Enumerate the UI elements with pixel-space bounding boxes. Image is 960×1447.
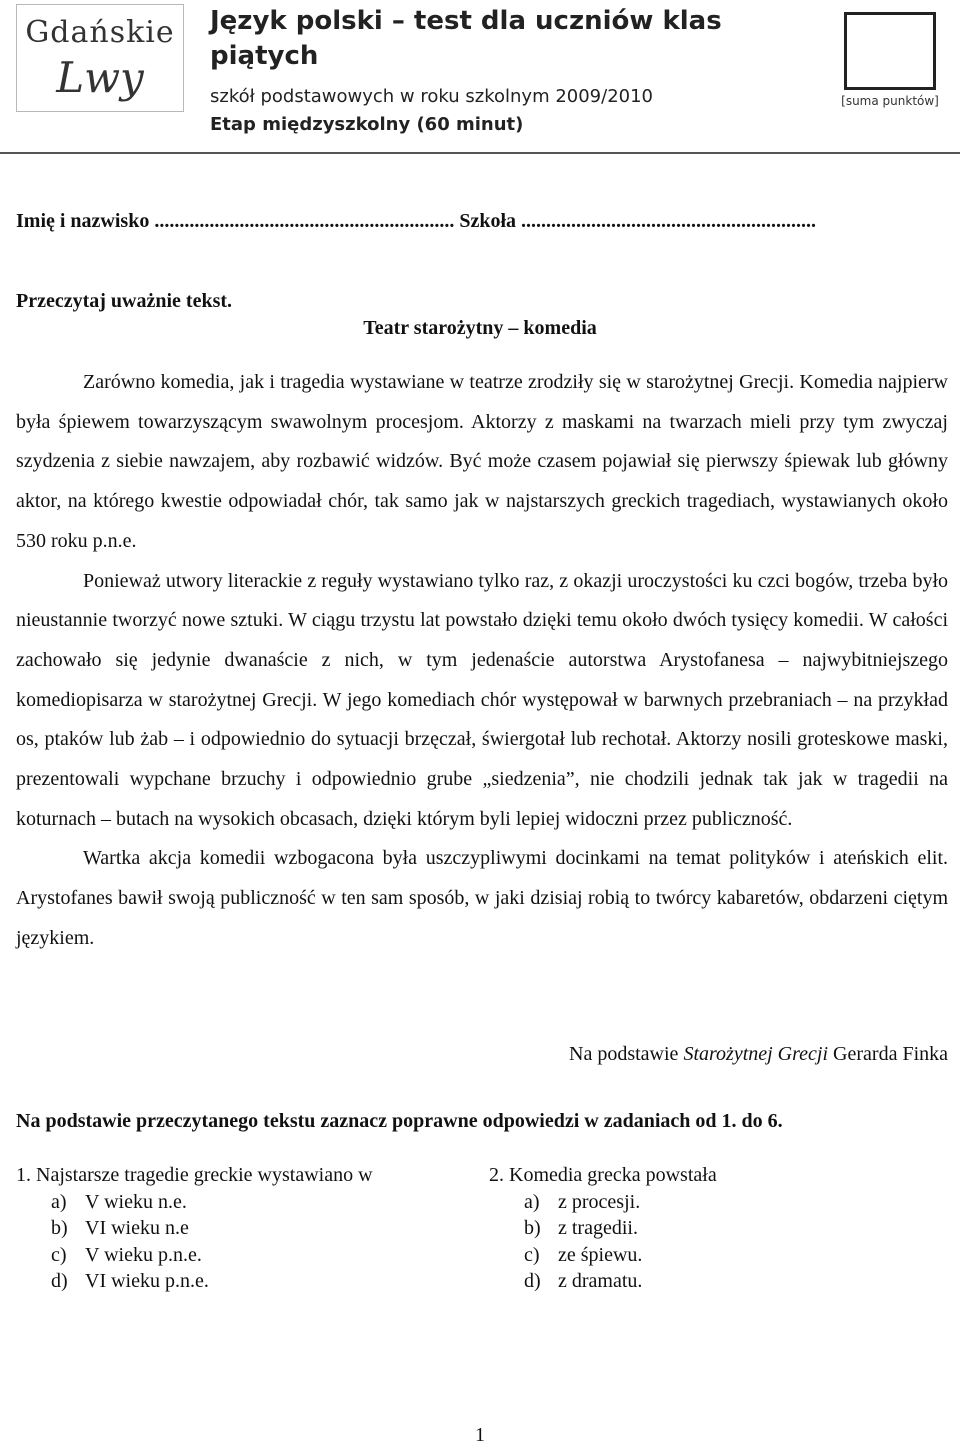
option-letter: b) [51,1217,68,1239]
answer-option[interactable] [16,1268,373,1295]
answer-option[interactable] [489,1268,717,1295]
text-body [16,363,948,959]
question-text: 2. Komedia grecka powstała [489,1164,717,1186]
option-text: z tragedii. [558,1217,638,1239]
test-subtitle: szkół podstawowych w roku szkolnym 2009/2010 [210,86,654,107]
answer-option[interactable] [489,1189,717,1216]
option-text: V wieku n.e. [85,1190,187,1213]
source-citation [569,1043,948,1066]
test-stage: Etap międzyszkolny (60 minut) [210,114,524,135]
paragraph-3: Wartka akcja komedii wzbogacona była uszczypliwymi docinkami na temat polityków i ateńskich elit. Arystofanes bawił swoją publiczność w ten sam sposób, w jaki dzisiaj robią to twórcy kabaretów, obdarzeni ciętym językiem. [16,847,948,949]
answer-option[interactable] [489,1215,717,1242]
question-text: 1. Najstarsze tragedie greckie wystawiano w [16,1164,373,1186]
question-1 [16,1162,373,1295]
option-letter: a) [524,1190,540,1213]
option-text: VI wieku n.e [85,1217,189,1239]
option-text: V wieku p.n.e. [85,1243,202,1266]
logo [16,4,184,112]
source-prefix: Na podstawie [569,1043,684,1065]
header-divider [0,152,960,154]
answer-option[interactable] [489,1242,717,1269]
option-text: z dramatu. [558,1270,643,1292]
answer-option[interactable] [16,1189,373,1216]
answer-option[interactable] [16,1242,373,1269]
score-label: [suma punktów] [841,94,939,108]
option-letter: a) [51,1190,67,1213]
source-book-title: Starożytnej Grecji [683,1043,829,1065]
source-author: Gerarda Finka [828,1043,948,1065]
option-text: VI wieku p.n.e. [85,1270,209,1292]
logo-text-top: Gdańskie [25,15,175,50]
option-letter: c) [524,1243,540,1266]
read-instruction: Przeczytaj uważnie tekst. [16,290,233,312]
option-letter: b) [524,1217,541,1239]
test-title: Język polski – test dla uczniów klas piątych [210,6,722,71]
page-number: 1 [475,1424,485,1446]
answer-option[interactable] [16,1215,373,1242]
option-letter: d) [51,1270,68,1292]
score-box[interactable] [844,12,936,90]
text-title: Teatr starożytny – komedia [363,317,597,339]
option-text: ze śpiewu. [558,1243,643,1266]
paragraph-2: Ponieważ utwory literackie z reguły wystawiano tylko raz, z okazji uroczystości ku czci bogów, trzeba było nieustannie tworzyć nowe sztuki. W ciągu trzystu lat powstało dzięki temu około dwóch tysięcy komedii. W całości zachowało się jedynie dwanaście z nich, w tym jedenaście autorstwa Arystofanesa – najwybitniejszego komediopisarza w starożytnej Grecji. W jego komediach chór występował w barwnych przebraniach – na przykład os, ptaków lub żab – i odpowiednio do sytuacji brzęczał, świergotał lub rechotał. Aktorzy nosili groteskowe maski, prezentowali wypchane brzuchy i odpowiednio grube „siedzenia”, nie chodzili jednak tak jak w tragedii na koturnach – butach na wysokich obcasach, dzięki którym byli lepiej widoczni przez publiczność. [16,569,948,830]
option-letter: d) [524,1270,541,1292]
tasks-instruction: Na podstawie przeczytanego tekstu zaznacz poprawne odpowiedzi w zadaniach od 1. do 6. [16,1110,783,1132]
logo-text-bottom: Lwy [56,53,144,102]
paragraph-1: Zarówno komedia, jak i tragedia wystawiane w teatrze zrodziły się w starożytnej Grecji. Komedia najpierw była śpiewem towarzyszącym swawolnym procesjom. Aktorzy z maskami na twarzach mieli przy tym zwyczaj szydzenia z siebie nawzajem, aby rozbawić widzów. Być może czasem pojawiał się pierwszy śpiewak lub główny aktor, na którego kwestie odpowiadał chór, tak samo jak w najstarszych greckich tragediach, wystawianych około 530 roku p.n.e. [16,371,948,552]
question-2 [489,1162,717,1295]
option-text: z procesji. [558,1190,641,1213]
student-info-line: Imię i nazwisko ............................................................ Szkoła ........................................................... [16,210,817,232]
option-letter: c) [51,1243,67,1266]
